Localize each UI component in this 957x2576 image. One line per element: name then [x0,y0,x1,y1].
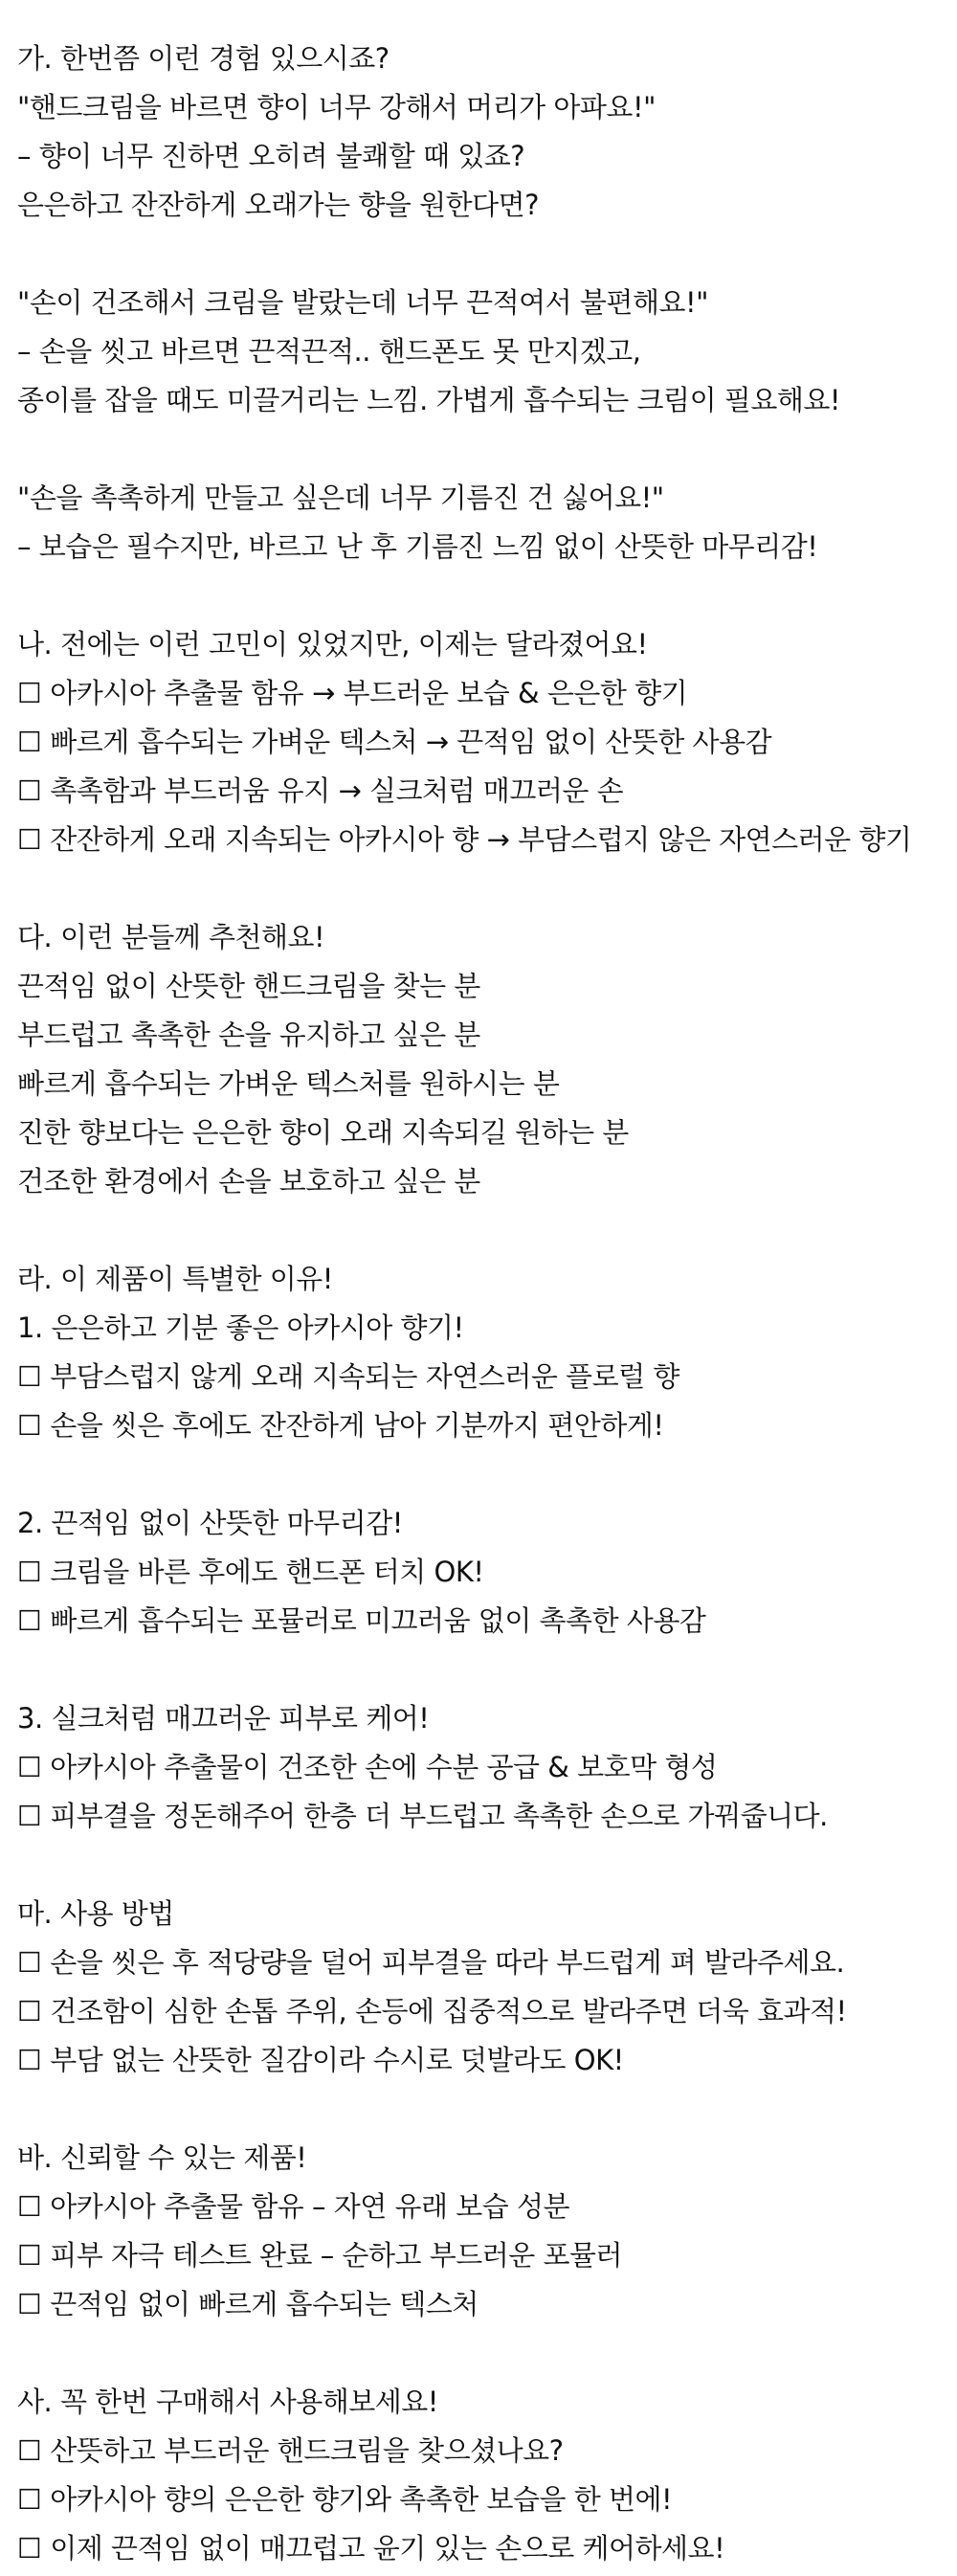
text-line: ☐ 아카시아 추출물 함유 – 자연 유래 보습 성분 [17,2190,569,2223]
text-line: ☐ 아카시아 추출물이 건조한 손에 수분 공급 & 보호막 형성 [17,1751,718,1783]
section-spacer [17,1206,940,1255]
section-heading: 라. 이 제품이 특별한 이유! [17,1263,333,1295]
text-line: ☐ 산뜻하고 부드러운 핸드크림을 찾으셨나요? [17,2434,564,2467]
section-spacer [17,571,940,620]
text-line: 건조한 환경에서 손을 보호하고 싶은 분 [17,1165,480,1198]
text-line: 빠르게 흡수되는 가벼운 텍스처를 원하시는 분 [17,1067,560,1100]
text-line: ☐ 빠르게 흡수되는 가벼운 텍스처 → 끈적임 없이 산뜻한 사용감 [17,726,772,758]
paragraph-spacer [17,1646,940,1694]
text-line: – 보습은 필수지만, 바르고 난 후 기름진 느낌 없이 산뜻한 마무리감! [17,530,818,563]
text-line: ☐ 건조함이 심한 손톱 주위, 손등에 집중적으로 발라주면 더욱 효과적! [17,1995,847,2027]
text-line: ☐ 잔잔하게 오래 지속되는 아카시아 향 → 부담스럽지 않은 자연스러운 향기 [17,823,912,856]
text-line: "핸드크림을 바르면 향이 너무 강해서 머리가 아파요!" [17,91,656,123]
section-spacer [17,1841,940,1890]
text-line: ☐ 부담 없는 산뜻한 질감이라 수시로 덧발라도 OK! [17,2044,624,2076]
text-line: ☐ 빠르게 흡수되는 포뮬러로 미끄러움 없이 촉촉한 사용감 [17,1604,706,1637]
text-line: ☐ 손을 씻은 후 적당량을 덜어 피부결을 따라 부드럽게 펴 발라주세요. [17,1946,845,1979]
text-line: 3. 실크처럼 매끄러운 피부로 케어! [17,1702,430,1735]
text-line: ☐ 피부 자극 테스트 완료 – 순하고 부드러운 포뮬러 [17,2239,623,2272]
section-heading: 나. 전에는 이런 고민이 있었지만, 이제는 달라졌어요! [17,628,648,661]
section-heading: 바. 신뢰할 수 있는 제품! [17,2141,307,2174]
paragraph-spacer [17,1450,940,1499]
text-line: 진한 향보다는 은은한 향이 오래 지속되길 원하는 분 [17,1116,629,1149]
paragraph-spacer [17,230,940,279]
text-line: ☐ 아카시아 추출물 함유 → 부드러운 보습 & 은은한 향기 [17,677,688,709]
text-line: "손이 건조해서 크림을 발랐는데 너무 끈적여서 불편해요!" [17,286,708,319]
section-spacer [17,2329,940,2378]
text-line: ☐ 부담스럽지 않게 오래 지속되는 자연스러운 플로럴 향 [17,1360,679,1393]
paragraph-spacer [17,425,940,474]
text-line: 1. 은은하고 기분 좋은 아카시아 향기! [17,1311,464,1344]
text-line: 끈적임 없이 산뜻한 핸드크림을 찾는 분 [17,970,480,1002]
section-heading: 마. 사용 방법 [17,1897,174,1930]
text-line: – 손을 씻고 바르면 끈적끈적.. 핸드폰도 못 만지겠고, [17,335,641,368]
text-line: ☐ 이제 끈적임 없이 매끄럽고 윤기 있는 손으로 케어하세요! [17,2532,725,2565]
section-spacer [17,2085,940,2134]
text-line: ☐ 크림을 바른 후에도 핸드폰 터치 OK! [17,1556,484,1588]
text-line: ☐ 끈적임 없이 빠르게 흡수되는 텍스처 [17,2288,478,2320]
text-line: 2. 끈적임 없이 산뜻한 마무리감! [17,1507,403,1539]
section-heading: 사. 꼭 한번 구매해서 사용해보세요! [17,2386,438,2418]
text-line: ☐ 아카시아 향의 은은한 향기와 촉촉한 보습을 한 번에! [17,2483,673,2516]
text-line: ☐ 피부결을 정돈해주어 한층 더 부드럽고 촉촉한 손으로 가꿔줍니다. [17,1800,828,1832]
section-spacer [17,864,940,913]
section-heading: 다. 이런 분들께 추천해요! [17,921,325,953]
text-line: 부드럽고 촉촉한 손을 유지하고 싶은 분 [17,1019,480,1051]
text-line: ☐ 손을 씻은 후에도 잔잔하게 남아 기분까지 편안하게! [17,1409,664,1442]
text-line: ☐ 촉촉함과 부드러움 유지 → 실크처럼 매끄러운 손 [17,774,624,807]
text-line: 종이를 잡을 때도 미끌거리는 느낌. 가볍게 흡수되는 크림이 필요해요! [17,384,840,416]
section-heading: 가. 한번쯤 이런 경험 있으시죠? [17,42,389,75]
text-line: – 향이 너무 진하면 오히려 불쾌할 때 있죠? [17,140,525,172]
text-line: "손을 촉촉하게 만들고 싶은데 너무 기름진 건 싫어요!" [17,482,664,514]
text-line: 은은하고 잔잔하게 오래가는 향을 원한다면? [17,189,540,221]
